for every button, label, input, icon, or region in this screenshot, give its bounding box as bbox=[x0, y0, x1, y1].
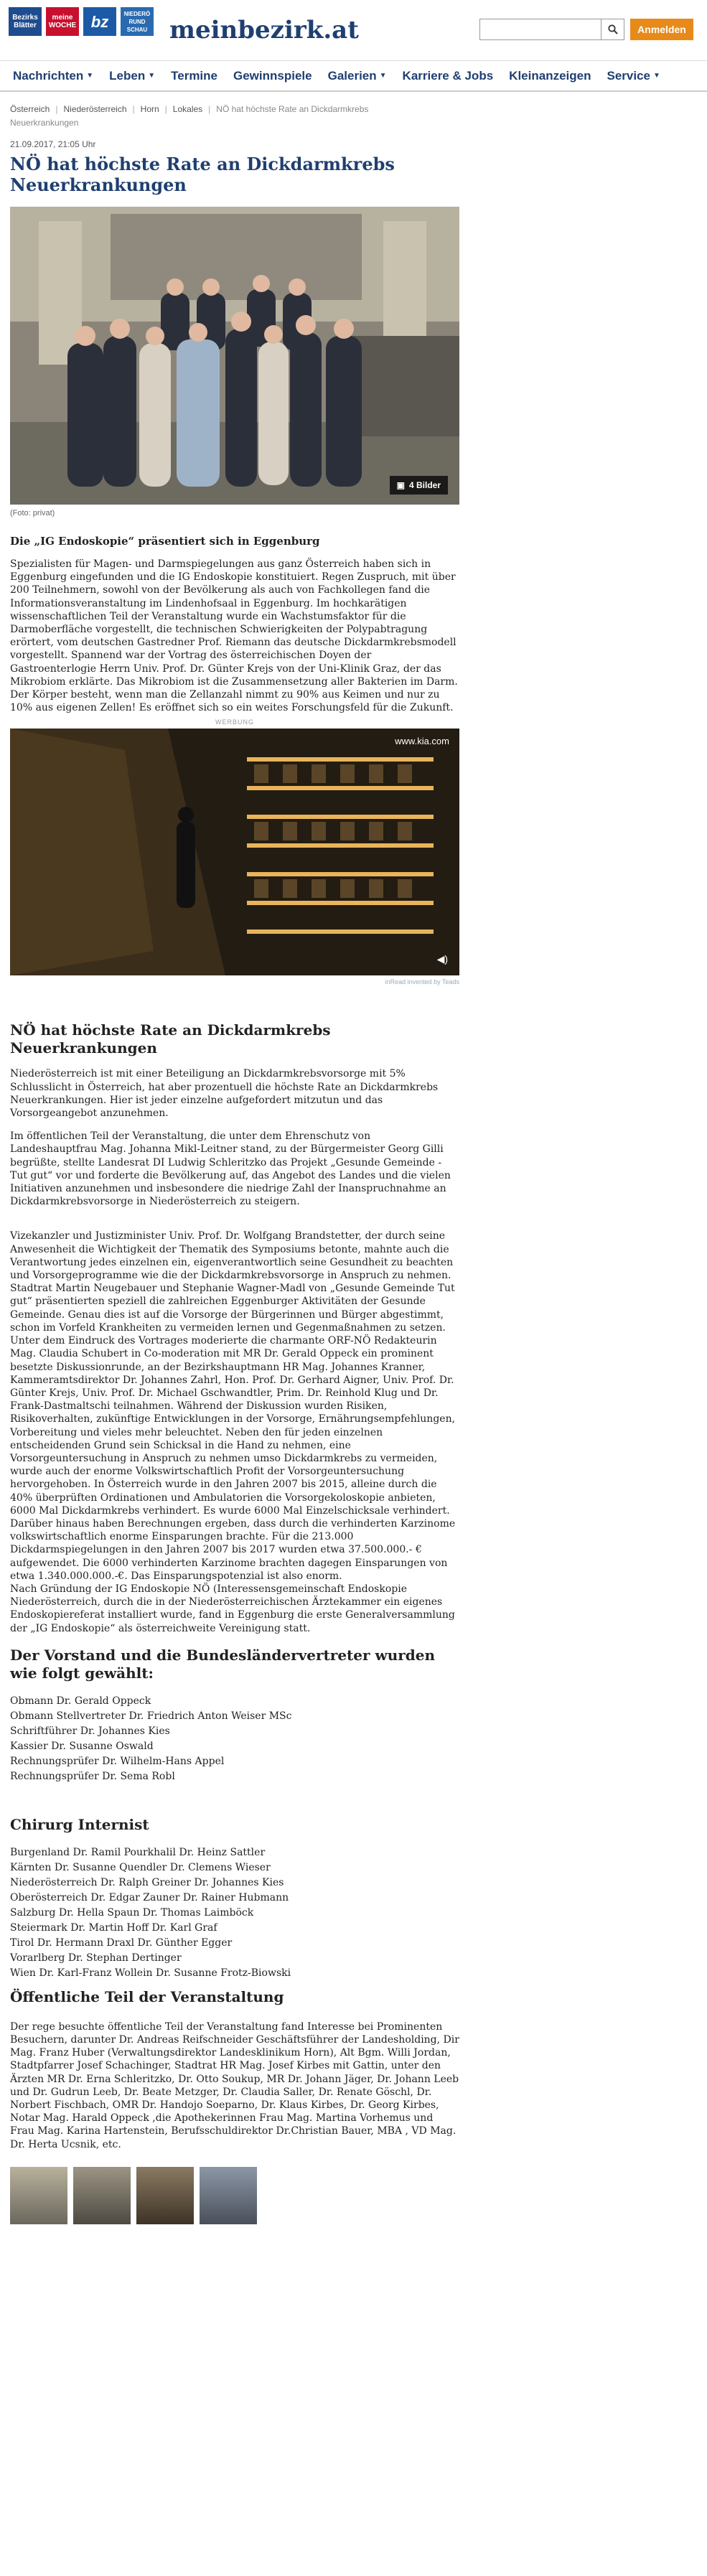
main-nav bbox=[0, 60, 707, 92]
article-paragraph: Stadtrat Martin Neugebauer und Stephanie Wagner-Madl von „Gesunde Gemeinde Tut gut“ präsentierten speziell die zahlreichen Eggenburger Aktivitäten der Gesunde Gemeinde. Genau dies ist auf die Vorsorge der Bürgerinnen und Bürger abgestimmt, schon im Vorfeld Krankheiten zu vermeiden lernen und Gegenmaßnahmen zu setzen. bbox=[10, 1283, 455, 1334]
ad-footer[interactable]: inRead invented by Teads bbox=[385, 978, 459, 986]
list-item: Obmann Dr. Gerald Oppeck bbox=[10, 1695, 151, 1707]
logo-bezirksblaetter[interactable]: Bezirks Blätter bbox=[9, 7, 42, 36]
gallery-thumbnail[interactable] bbox=[136, 2167, 194, 2224]
nav-termine[interactable] bbox=[171, 69, 217, 83]
site-header bbox=[0, 0, 707, 60]
group-photo bbox=[10, 207, 459, 505]
logo-noe-rundschau[interactable]: NIEDERÖ RUND SCHAU bbox=[121, 7, 154, 36]
list-item: Kärnten Dr. Susanne Quendler Dr. Clemens Wieser bbox=[10, 1861, 271, 1873]
site-title[interactable]: meinbezirk.at bbox=[169, 16, 359, 45]
nav-label: Termine bbox=[171, 68, 217, 83]
hero-image[interactable] bbox=[10, 207, 459, 505]
section-heading: Öffentliche Teil der Veranstaltung bbox=[10, 1987, 284, 2005]
nav-service[interactable] bbox=[607, 69, 660, 83]
article-date: 21.09.2017, 21:05 Uhr bbox=[10, 139, 96, 149]
list-item: Kassier Dr. Susanne Oswald bbox=[10, 1740, 154, 1752]
breadcrumb-separator: | bbox=[208, 104, 211, 114]
list-item: Burgenland Dr. Ramil Pourkhalil Dr. Heinz Sattler bbox=[10, 1846, 266, 1858]
nav-label: Karriere & Jobs bbox=[402, 68, 494, 83]
breadcrumb-separator: | bbox=[132, 104, 135, 114]
nav-leben[interactable] bbox=[109, 69, 155, 83]
gallery-thumbnail[interactable] bbox=[10, 2167, 67, 2224]
nav-label: Service bbox=[607, 68, 650, 83]
breadcrumb-item[interactable]: Österreich bbox=[10, 104, 50, 114]
section-heading: Chirurg Internist bbox=[10, 1815, 149, 1833]
list-item: Schriftführer Dr. Johannes Kies bbox=[10, 1725, 170, 1737]
list-item: Vorarlberg Dr. Stephan Dertinger bbox=[10, 1952, 182, 1964]
gallery-count-label: 4 Bilder bbox=[408, 480, 441, 490]
advertisement[interactable] bbox=[10, 729, 459, 975]
search-form bbox=[479, 19, 624, 40]
section-heading: NÖ hat höchste Rate an Dickdarmkrebs Neuerkrankungen bbox=[10, 1021, 331, 1057]
article-paragraph: Im öffentlichen Teil der Veranstaltung, die unter dem Ehrenschutz von Landeshauptfrau Mag. Johanna Mikl-Leitner stand, zu der Bürgermeister Georg Gilli begrüßte, stellte Landesrat DI Ludwig Schleritzko das Projekt „Gesunde Gemeinde - Tut gut“ vor und forderte die Bevölkerung auf, das Angebot des Landes und die vielen Initiativen anzunehmen und insbesondere die niedrige Zahl der Inanspruchnahme an Dickdarmkrebsvorsorge in Niederösterreich zu steigern. bbox=[10, 1130, 451, 1208]
breadcrumb-current: NÖ hat höchste Rate an Dickdarmkrebs bbox=[216, 104, 369, 114]
article-paragraph: Nach Gründung der IG Endoskopie NÖ (Interessensgemeinschaft Endoskopie Niederösterreich, durch die in der Niederösterreichischen Ärztekammer ein eigenes Endoskopiereferat installiert wurde, fand in Eggenburg die erste Generalversammlung der „IG Endoskopie“ als österreichweite Vereinigung statt. bbox=[10, 1583, 455, 1634]
gallery-count-badge[interactable] bbox=[390, 476, 448, 495]
nav-label: Nachrichten bbox=[13, 68, 84, 83]
list-item: Oberösterreich Dr. Edgar Zauner Dr. Rainer Hubmann bbox=[10, 1891, 289, 1903]
list-item: Obmann Stellvertreter Dr. Friedrich Anton Weiser MSc bbox=[10, 1710, 292, 1722]
nav-nachrichten[interactable] bbox=[13, 69, 93, 83]
article-paragraph: Unter dem Eindruck des Vortrages moderierte die charmante ORF-NÖ Redakteurin Mag. Claudia Schubert in Co-moderation mit MR Dr. Gerald Oppeck ein prominent besetzte Diskussionrunde, an der Bezirkshauptmann HR Mag. Johannes Kranner, Kammeramtsdirektor Dr. Johannes Zahrl, Hon. Prof. Dr. Gerhard Aigner, Univ. Prof. Dr. Günter Krejs, Univ. Prof. Dr. Michael Gschwandtler, Prim. Dr. Reinhold Klug und Dr. Frank-Dastmaltschi teilnahmen. Während der Diskussion wurden Risiken, Risikoverhalten, zukünftige Entwicklungen in der Vorsorge, Ernährungsempfehlungen, Vorbereitung und vieles mehr beleuchtet. Neben den für jeden einzelnen entscheidenden Grund sein Schicksal in die Hand zu nehmen, eine Vorsorgeuntersuchung in Anspruch zu nehmen umso Dickdarmkrebs zu vermeiden, wurde auch der enorme Volkswirtschaftlich Profit der Vorsorgeuntersuchung hervorgehoben. In Österreich wurde in den Jahren 2007 bis 2015, alleine durch die 40% überprüften Ordinationen und Ambulatorien die Vorsorgekoloskopie anbieten, 6000 Mal Dickdarmkrebs verhindert. Es wurde 6000 Mal Einzelschicksale verhindert. Darüber hinaus haben Berechnungen ergeben, dass durch die verhinderten Karzinome volkswirtschaftlich enorme Einsparungen brachte. Für die 213.000 Dickdarmspiegelungen in den Jahren 2007 bis 2017 wurden etwa 37.500.000.- € aufgewendet. Die 6000 verhinderten Karzinome brachten dagegen Einsparungen von etwa 1.340.000.000.-€. Das Einsparungspotenzial ist also enorm. bbox=[10, 1335, 456, 1582]
list-item: Wien Dr. Karl-Franz Wollein Dr. Susanne Frotz-Biowski bbox=[10, 1967, 291, 1979]
article-paragraph: Der rege besuchte öffentliche Teil der Veranstaltung fand Interesse bei Prominenten Besuchern, darunter Dr. Andreas Reifschneider Geschäftsführer der Landesholding, Dir Mag. Franz Huber (Verwaltungsdirektor Landesklinikum Horn), Alt Bgm. Willi Jordan, Stadtpfarrer Josef Schachinger, Stadtrat HR Mag. Josef Kirbes mit Gattin, unter den Ärzten MR Dr. Erna Schleritzko, Dr. Otto Soukup, MR Dr. Johann Jäger, Dr. Johann Leeb und Dr. Gudrun Leeb, Dr. Beate Metzger, Dr. Claudia Saller, Dr. Renate Göschl, Dr. Norbert Fischbach, OMR Dr. Handojo Soeparno, Dr. Klaus Kirbes, Dr. Georg Kirbes, Notar Mag. Harald Oppeck ,die Apothekerinnen Frau Mag. Martina Vorhemus und Frau Mag. Karina Hartenstein, Berufsschuldirektor Dr.Christian Bauer, MBA , VD Mag. Dr. Herta Ucsnik, etc. bbox=[10, 2020, 459, 2150]
board-list bbox=[10, 1694, 459, 1784]
list-item: Tirol Dr. Hermann Draxl Dr. Günther Egger bbox=[10, 1936, 233, 1949]
nav-label: Leben bbox=[109, 68, 146, 83]
section-heading: Der Vorstand und die Bundesländervertreter wurden wie folgt gewählt: bbox=[10, 1646, 436, 1682]
search-button[interactable] bbox=[601, 19, 624, 40]
list-item: Salzburg Dr. Hella Spaun Dr. Thomas Laimböck bbox=[10, 1906, 254, 1919]
nav-label: Galerien bbox=[327, 68, 377, 83]
search-icon bbox=[608, 24, 618, 34]
ad-label: WERBUNG bbox=[215, 718, 254, 726]
logo-bz[interactable]: bz bbox=[83, 7, 116, 36]
nav-galerien[interactable] bbox=[328, 69, 387, 83]
chevron-down-icon: ▼ bbox=[86, 72, 94, 80]
nav-karriere-jobs[interactable] bbox=[403, 69, 494, 83]
nav-label: Gewinnspiele bbox=[233, 68, 312, 83]
breadcrumb-separator: | bbox=[164, 104, 167, 114]
article-title: NÖ hat höchste Rate an Dickdarmkrebs Neuerkrankungen bbox=[10, 154, 395, 195]
breadcrumb bbox=[10, 104, 368, 114]
chevron-down-icon: ▼ bbox=[148, 72, 156, 80]
article-paragraph: Vizekanzler und Justizminister Univ. Prof. Dr. Wolfgang Brandstetter, der durch seine Anwesenheit die Wichtigkeit der Thematik des Symposiums betonte, mahnte auch die Verantwortung jedes einzelnen ein, eigenverantwortlich seine Gesundheit zu beachten und Vorsorgeprogramme wie die der Dickdarmkrebsvorsorge in Anspruch zu nehmen. bbox=[10, 1230, 454, 1282]
logo-meine-woche[interactable]: meine WOCHE bbox=[46, 7, 79, 36]
breadcrumb-item[interactable]: Horn bbox=[140, 104, 159, 114]
article-lead: Die „IG Endoskopie“ präsentiert sich in Eggenburg bbox=[10, 535, 320, 548]
surgeon-list bbox=[10, 1845, 459, 1981]
gallery-thumbnail[interactable] bbox=[200, 2167, 257, 2224]
list-item: Steiermark Dr. Martin Hoff Dr. Karl Graf bbox=[10, 1921, 217, 1934]
list-item: Niederösterreich Dr. Ralph Greiner Dr. Johannes Kies bbox=[10, 1876, 284, 1888]
ad-image bbox=[10, 729, 459, 975]
nav-kleinanzeigen[interactable] bbox=[509, 69, 591, 83]
list-item: Rechnungsprüfer Dr. Wilhelm-Hans Appel bbox=[10, 1755, 225, 1767]
chevron-down-icon: ▼ bbox=[379, 72, 387, 80]
article-paragraph: Niederösterreich ist mit einer Beteiligung an Dickdarmkrebsvorsorge mit 5% Schlusslicht in Österreich, hat aber prozentuell die höchste Rate an Dickdarmkrebs Neuerkrankungen. Hier ist jeder einzelne aufgefordert mitzutun und das Vorsorgeangebot anzunehmen. bbox=[10, 1068, 439, 1120]
nav-label: Kleinanzeigen bbox=[509, 68, 591, 83]
nav-gewinnspiele[interactable] bbox=[233, 69, 312, 83]
breadcrumb-item[interactable]: Lokales bbox=[172, 104, 203, 114]
article-paragraph: Spezialisten für Magen- und Darmspiegelungen aus ganz Österreich haben sich in Eggenburg eingefunden und die IG Endoskopie konstituiert. Regen Zuspruch, mit über 200 Teilnehmern, sowohl von der Bevölkerung als auch von Fachkollegen fand die Informationsveranstaltung im Lindenhofsaal in Eggenburg. Im hochkarätigen wissenschaftlichen Teil der Veranstaltung wurde ein Wachstumsfaktor für die Darmoberfläche vorgestellt, die technischen Schwierigkeiten der Polypabtragung erörtert, vom deutschen Gastredner Prof. Riemann das deutsche Dickdarmkrebsmodell vorgestellt. Spannend war der Vortrag des österreichischen Doyen der Gastroenterlogie Herrn Univ. Prof. Dr. Günter Krejs von der Uni-Klinik Graz, der das Mikrobiom erklärte. Das Mikrobiom ist die Zusammensetzung aller Bakterien im Darm. Der Körper besteht, wenn man die Zellanzahl nimmt zu 90% aus Keimen und nur zu 10% aus eigenen Zellen! Es eröffnet sich so ein weites Forschungsfeld für die Zukunft. bbox=[10, 558, 458, 714]
speaker-icon[interactable]: ◀) bbox=[436, 953, 448, 965]
image-caption: (Foto: privat) bbox=[10, 509, 55, 517]
ad-url[interactable]: www.kia.com bbox=[395, 736, 449, 747]
article bbox=[10, 115, 459, 2224]
search-input[interactable] bbox=[479, 19, 601, 40]
chevron-down-icon: ▼ bbox=[652, 72, 660, 80]
login-button[interactable]: Anmelden bbox=[630, 19, 693, 40]
list-item: Rechnungsprüfer Dr. Sema Robl bbox=[10, 1770, 175, 1782]
gallery-thumbnail[interactable] bbox=[73, 2167, 131, 2224]
breadcrumb-continuation: Neuerkrankungen bbox=[10, 118, 79, 128]
camera-icon: ▣ bbox=[396, 480, 405, 490]
breadcrumb-separator: | bbox=[55, 104, 58, 114]
brand-logos bbox=[9, 7, 154, 36]
gallery-thumbnails bbox=[10, 2167, 459, 2224]
breadcrumb-item[interactable]: Niederösterreich bbox=[63, 104, 127, 114]
